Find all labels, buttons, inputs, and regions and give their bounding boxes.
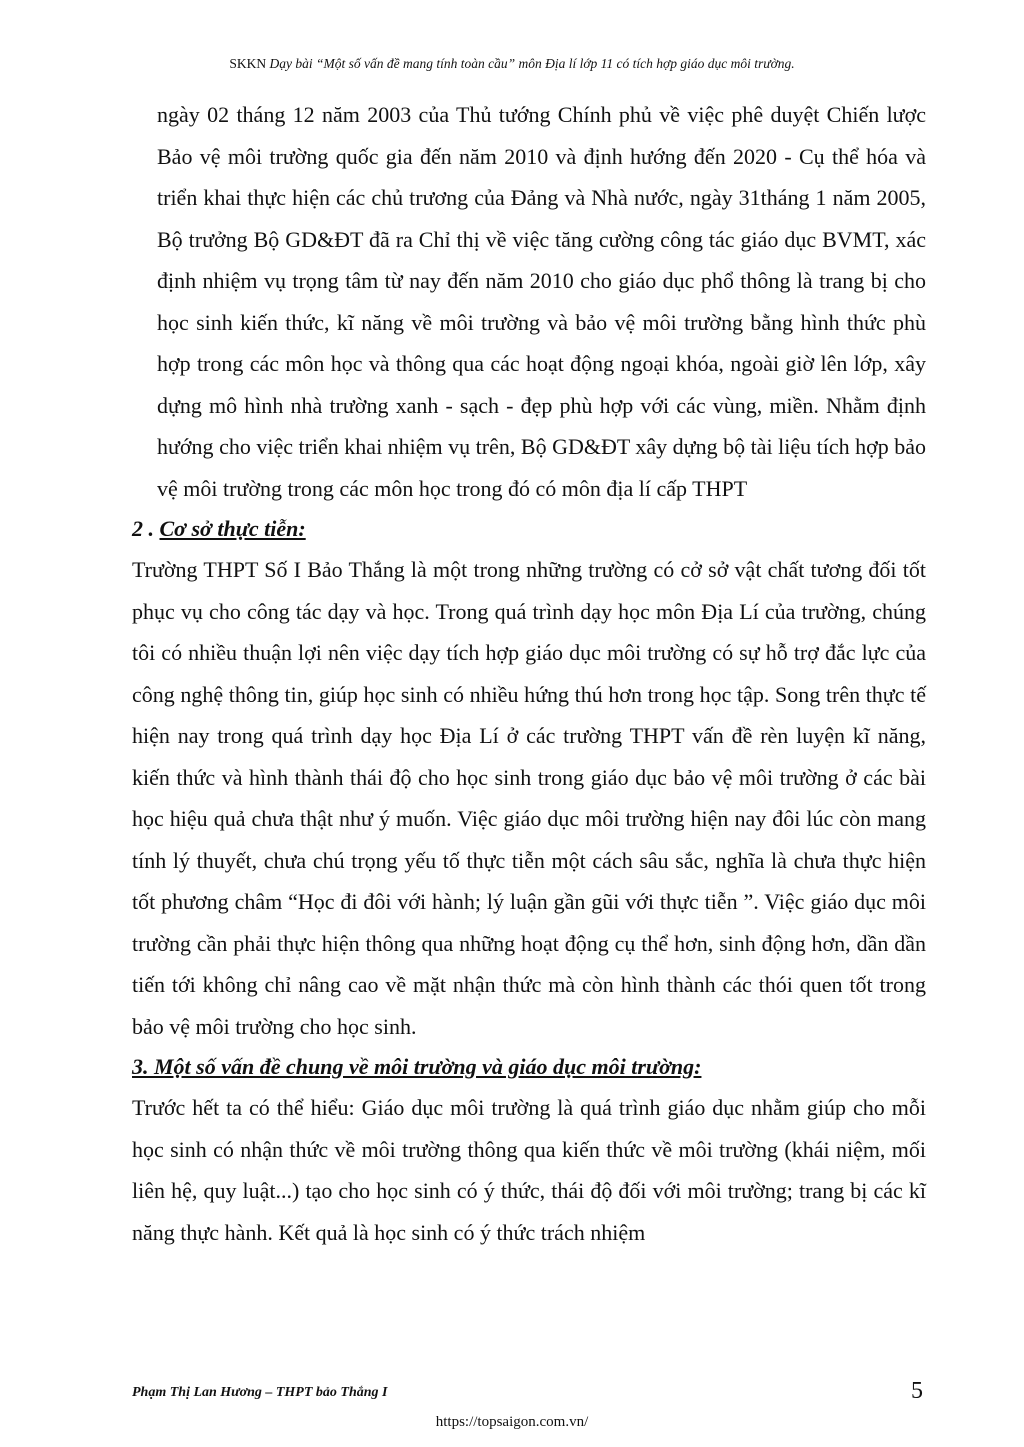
page-header xyxy=(0,56,1024,72)
footer-author: Phạm Thị Lan Hương – THPT bảo Thắng I xyxy=(132,1385,388,1400)
section-3-heading xyxy=(132,1047,926,1087)
section-3-title: 3. Một số vấn đề chung về môi trường và giáo dục môi trường: xyxy=(132,1054,702,1079)
section-2-number: 2 . xyxy=(132,516,154,541)
intro-paragraph: ngày 02 tháng 12 năm 2003 của Thủ tướng Chính phủ về việc phê duyệt Chiến lược Bảo vệ môi trường quốc gia đến năm 2010 và định hướng đến 2020 - Cụ thể hóa và triển khai thực hiện các chủ trương của Đảng và Nhà nước, ngày 31tháng 1 năm 2005, Bộ trưởng Bộ GD&ĐT đã ra Chỉ thị về việc tăng cường công tác giáo dục BVMT, xác định nhiệm vụ trọng tâm từ nay đến năm 2010 cho giáo dục phổ thông là trang bị cho học sinh kiến thức, kĩ năng về môi trường và bảo vệ môi trường bằng hình thức phù hợp trong các môn học và thông qua các hoạt động ngoại khóa, ngoài giờ lên lớp, xây dựng mô hình nhà trường xanh - sạch - đẹp phù hợp với các vùng, miền. Nhằm định hướng cho việc triển khai nhiệm vụ trên, Bộ GD&ĐT xây dựng bộ tài liệu tích hợp bảo vệ môi trường trong các môn học trong đó có môn địa lí cấp THPT xyxy=(157,102,926,501)
document-body xyxy=(132,94,926,1253)
section-3-paragraph: Trước hết ta có thể hiểu: Giáo dục môi trường là quá trình giáo dục nhằm giúp cho mỗi học sinh có nhận thức về môi trường thông qua kiến thức về môi trường (khái niệm, mối liên hệ, quy luật...) tạo cho học sinh có ý thức, thái độ đối với môi trường; trang bị các kĩ năng thực hành. Kết quả là học sinh có ý thức trách nhiệm xyxy=(132,1095,926,1245)
header-title: Dạy bài “Một số vấn đề mang tính toàn cầu” môn Địa lí lớp 11 có tích hợp giáo dục môi trường. xyxy=(269,56,795,71)
header-lead: SKKN xyxy=(229,56,267,71)
source-url: https://topsaigon.com.vn/ xyxy=(435,1414,589,1430)
section-2-heading xyxy=(132,509,926,549)
section-2-paragraph: Trường THPT Số I Bảo Thắng là một trong những trường có cở sở vật chất tương đối tốt phục vụ cho công tác dạy và học. Trong quá trình dạy học môn Địa Lí của trường, chúng tôi có nhiều thuận lợi nên việc dạy tích hợp giáo dục môi trường có sự hỗ trợ đắc lực của công nghệ thông tin, giúp học sinh có nhiều hứng thú hơn trong học tập. Song trên thực tế hiện nay trong quá trình dạy học Địa Lí ở các trường THPT vấn đề rèn luyện kĩ năng, kiến thức và hình thành thái độ cho học sinh trong giáo dục bảo vệ môi trường ở các bài học hiệu quả chưa thật như ý muốn. Việc giáo dục môi trường hiện nay đôi lúc còn mang tính lý thuyết, chưa chú trọng yếu tố thực tiễn một cách sâu sắc, nghĩa là chưa thực hiện tốt phương châm “Học đi đôi với hành; lý luận gần gũi với thực tiễn ”. Việc giáo dục môi trường cần phải thực hiện thông qua những hoạt động cụ thể hơn, sinh động hơn, dần dần tiến tới không chỉ nâng cao về mặt nhận thức mà còn hình thành các thói quen tốt trong bảo vệ môi trường cho học sinh. xyxy=(132,557,926,1039)
section-2-title: Cơ sở thực tiễn: xyxy=(159,516,306,541)
page-number: 5 xyxy=(911,1378,923,1404)
